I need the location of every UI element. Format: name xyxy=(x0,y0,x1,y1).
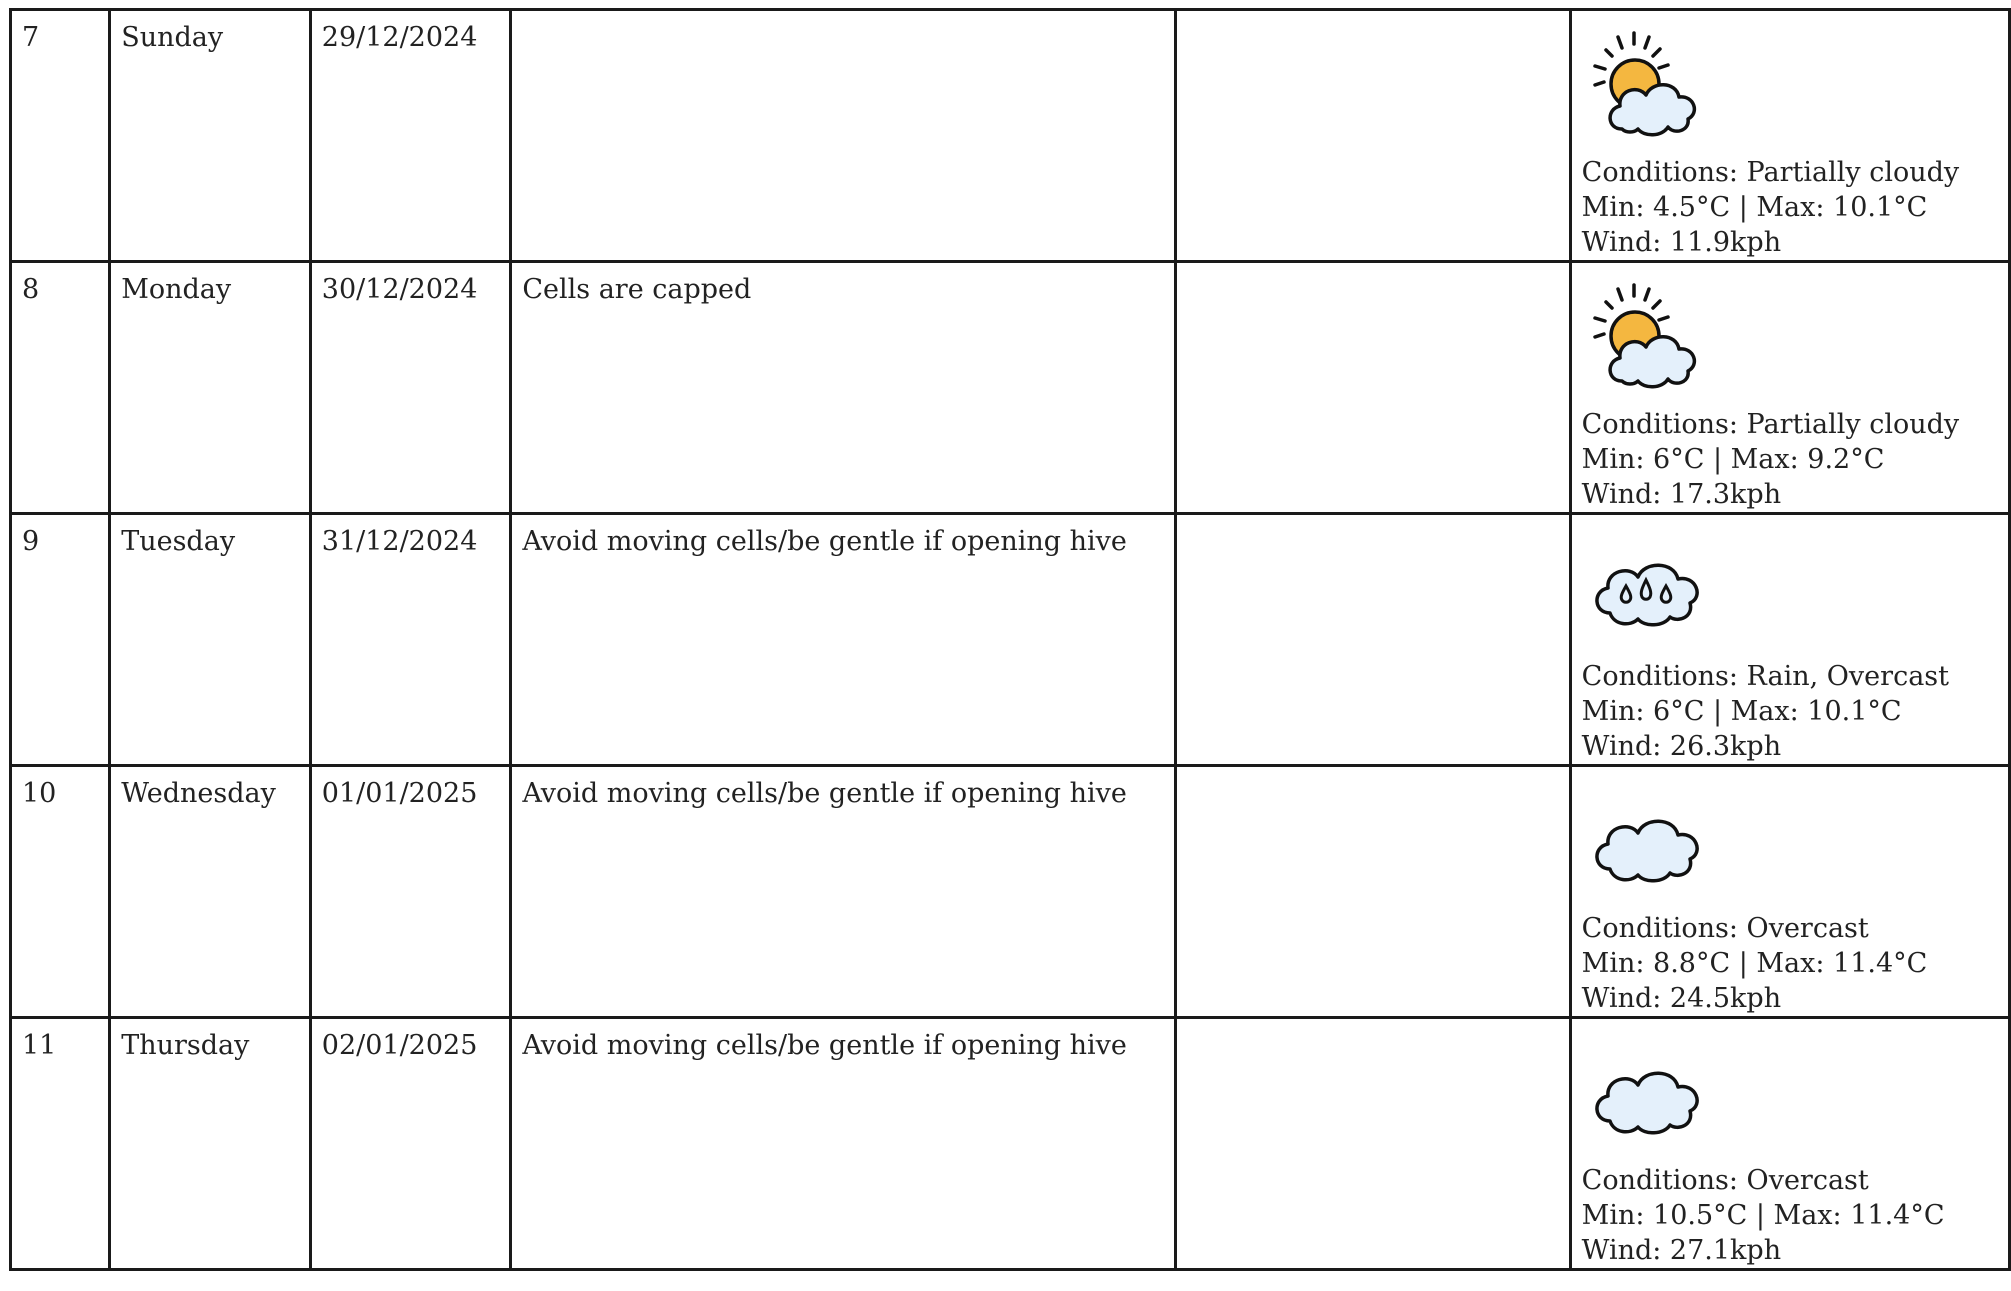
weekday-cell: Wednesday xyxy=(110,766,311,1018)
notes-cell xyxy=(1175,1018,1570,1270)
date-cell: 02/01/2025 xyxy=(310,1018,511,1270)
weekday-cell: Sunday xyxy=(110,10,311,262)
weekday-cell: Tuesday xyxy=(110,514,311,766)
notes-cell xyxy=(1175,262,1570,514)
cloud-icon xyxy=(1582,785,1712,905)
schedule-table xyxy=(9,8,2011,1271)
table-row xyxy=(11,514,2010,766)
notes-cell xyxy=(1175,10,1570,262)
weather-cell xyxy=(1570,1018,2009,1270)
task-cell: Cells are capped xyxy=(511,262,1175,514)
weekday-cell: Thursday xyxy=(110,1018,311,1270)
notes-cell xyxy=(1175,766,1570,1018)
weather-conditions: Conditions: Rain, Overcast xyxy=(1581,661,1949,692)
weather-conditions: Conditions: Partially cloudy xyxy=(1581,409,1960,440)
weather-conditions: Conditions: Overcast xyxy=(1581,1165,1869,1196)
partly-cloudy-icon xyxy=(1582,29,1712,149)
day-number-cell: 7 xyxy=(11,10,110,262)
day-number-cell: 9 xyxy=(11,514,110,766)
weather-wind: Wind: 24.5kph xyxy=(1581,983,1782,1014)
day-number-cell: 10 xyxy=(11,766,110,1018)
weather-temperatures: Min: 6°C | Max: 10.1°C xyxy=(1581,696,1902,727)
weather-cell xyxy=(1570,766,2009,1018)
table-row xyxy=(11,1018,2010,1270)
task-cell: Avoid moving cells/be gentle if opening hive xyxy=(511,1018,1175,1270)
weather-conditions: Conditions: Partially cloudy xyxy=(1581,157,1960,188)
weather-wind: Wind: 27.1kph xyxy=(1581,1235,1782,1266)
table-row xyxy=(11,262,2010,514)
day-number-cell: 11 xyxy=(11,1018,110,1270)
date-cell: 29/12/2024 xyxy=(310,10,511,262)
cloud-icon xyxy=(1582,1037,1712,1157)
partly-cloudy-icon xyxy=(1582,281,1712,401)
weather-wind: Wind: 26.3kph xyxy=(1581,731,1782,762)
weather-temperatures: Min: 6°C | Max: 9.2°C xyxy=(1581,444,1885,475)
weather-conditions: Conditions: Overcast xyxy=(1581,913,1869,944)
weather-wind: Wind: 17.3kph xyxy=(1581,479,1782,510)
table-row xyxy=(11,766,2010,1018)
weather-cell xyxy=(1570,514,2009,766)
weather-temperatures: Min: 8.8°C | Max: 11.4°C xyxy=(1581,948,1928,979)
task-cell: Avoid moving cells/be gentle if opening hive xyxy=(511,766,1175,1018)
date-cell: 31/12/2024 xyxy=(310,514,511,766)
rain-cloud-icon xyxy=(1582,533,1712,653)
date-cell: 30/12/2024 xyxy=(310,262,511,514)
weather-cell xyxy=(1570,10,2009,262)
date-cell: 01/01/2025 xyxy=(310,766,511,1018)
notes-cell xyxy=(1175,514,1570,766)
task-cell xyxy=(511,10,1175,262)
weather-wind: Wind: 11.9kph xyxy=(1581,227,1782,258)
weekday-cell: Monday xyxy=(110,262,311,514)
task-cell: Avoid moving cells/be gentle if opening hive xyxy=(511,514,1175,766)
table-row xyxy=(11,10,2010,262)
day-number-cell: 8 xyxy=(11,262,110,514)
weather-temperatures: Min: 4.5°C | Max: 10.1°C xyxy=(1581,192,1928,223)
weather-temperatures: Min: 10.5°C | Max: 11.4°C xyxy=(1581,1200,1945,1231)
weather-cell xyxy=(1570,262,2009,514)
